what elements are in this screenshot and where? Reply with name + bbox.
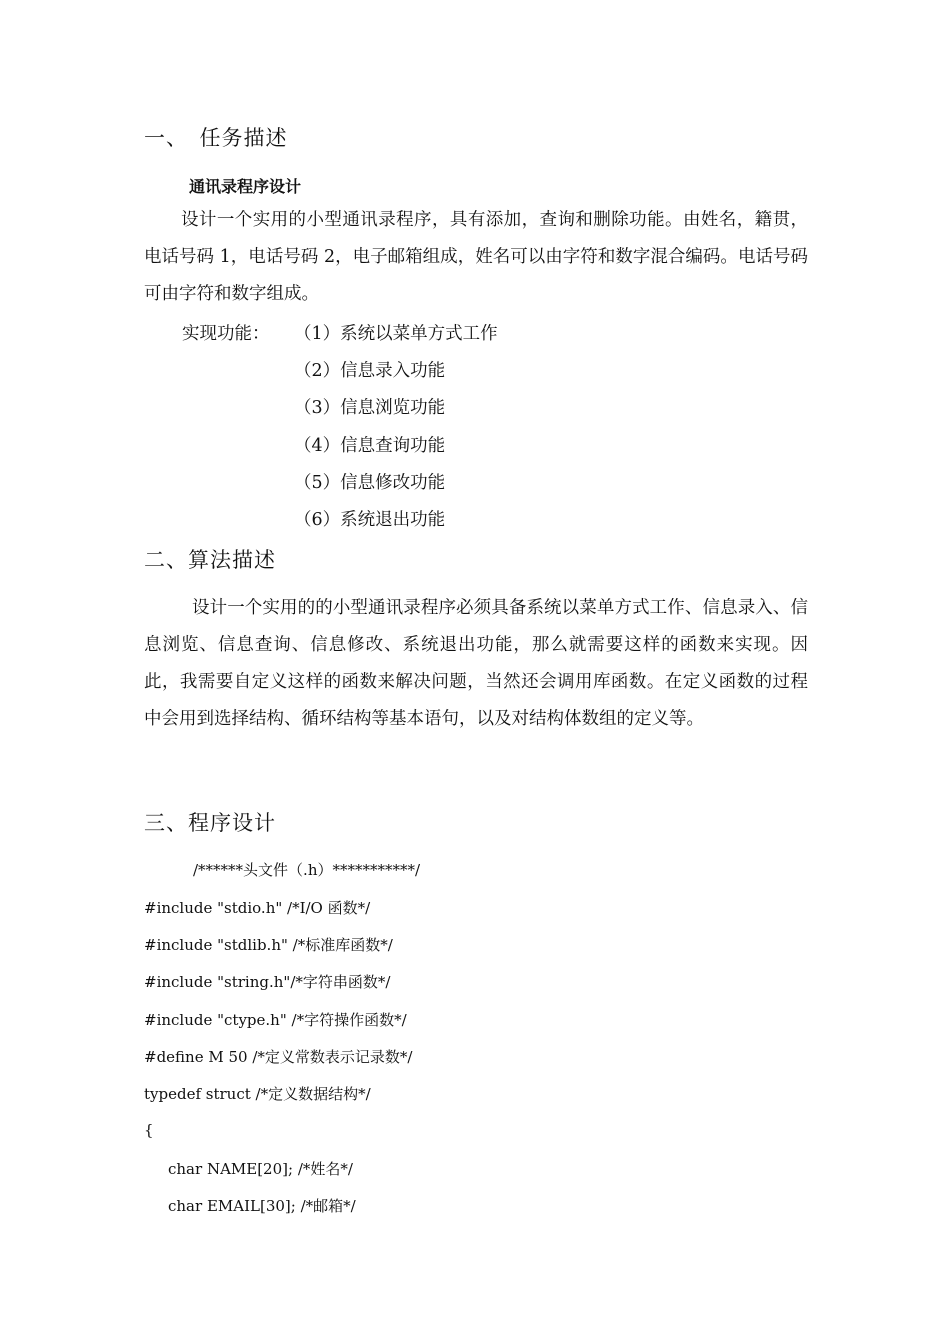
code-line: /******头文件（.h）***********/: [193, 861, 421, 879]
code-line: #define M 50 /*定义常数表示记录数*/: [144, 1048, 413, 1066]
feature-item: （6）系统退出功能: [294, 510, 446, 530]
feature-item: （1）系统以菜单方式工作: [294, 324, 498, 344]
section-heading-program: 三、程序设计: [144, 811, 276, 835]
code-line: #include "stdlib.h" /*标准库函数*/: [144, 936, 393, 954]
code-line: typedef struct /*定义数据结构*/: [144, 1085, 371, 1103]
task-paragraph: 设计一个实用的小型通讯录程序，具有添加，查询和删除功能。由姓名，籍贯，电话号码 1，电话号码 2，电子邮箱组成，姓名可以由字符和数字混合编码。电话号码可由字符和数字组成。: [144, 210, 808, 304]
code-line: #include "string.h"/*字符串函数*/: [144, 973, 391, 991]
code-line: #include "ctype.h" /*字符操作函数*/: [144, 1011, 407, 1029]
feature-item: （2）信息录入功能: [294, 361, 446, 381]
code-line: #include "stdio.h" /*I/O 函数*/: [144, 899, 371, 917]
feature-item: （5）信息修改功能: [294, 473, 446, 493]
code-line: char EMAIL[30]; /*邮箱*/: [168, 1197, 356, 1215]
features-label: 实现功能：: [182, 324, 270, 344]
code-line: char NAME[20]; /*姓名*/: [168, 1160, 353, 1178]
section-heading-algorithm: 二、算法描述: [144, 548, 276, 572]
code-line: {: [144, 1121, 154, 1139]
algorithm-paragraph: 设计一个实用的的小型通讯录程序必须具备系统以菜单方式工作、信息录入、信息浏览、信息查询、信息修改、系统退出功能，那么就需要这样的函数来实现。因此，我需要自定义这样的函数来解决问题，当然还会调用库函数。在定义函数的过程中会用到选择结构、循环结构等基本语句，以及对结构体数组的定义等。: [144, 598, 808, 729]
feature-item: （4）信息查询功能: [294, 436, 446, 456]
feature-item: （3）信息浏览功能: [294, 398, 446, 418]
subtitle-address-book: 通讯录程序设计: [189, 177, 302, 196]
section-heading-task: 一、 任务描述: [144, 126, 288, 150]
